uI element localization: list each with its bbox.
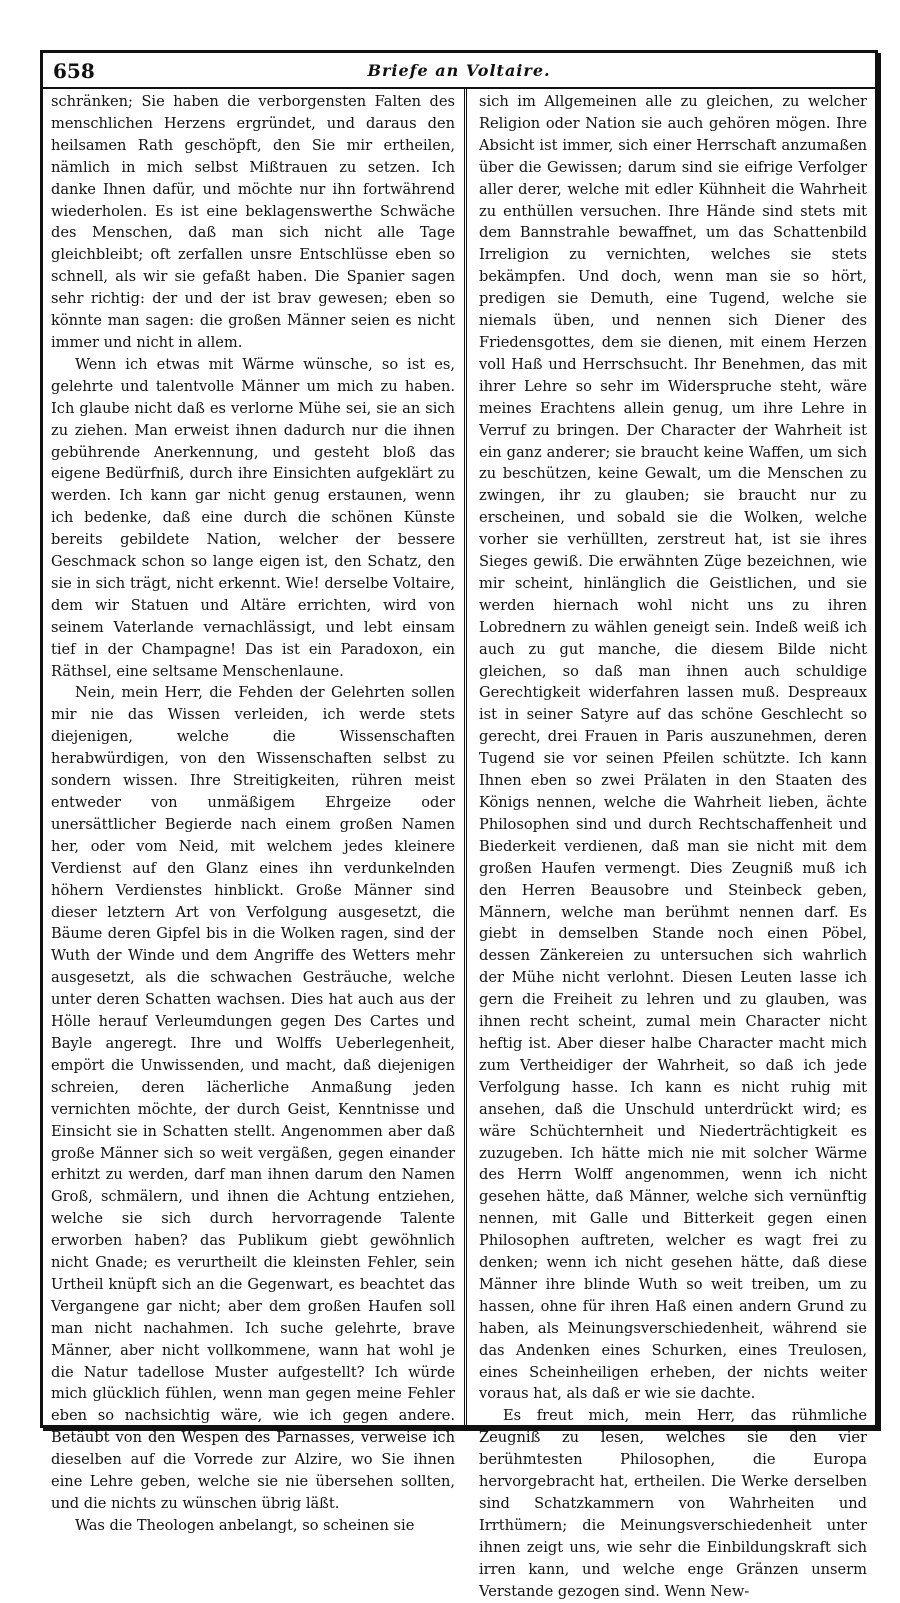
paragraph: Es freut mich, mein Herr, das rühmliche Zeugniß zu lesen, welches sie den vier berühmtesten Philosophen, die Europa hervorgebracht hat, ertheilen. Die Werke derselben sind Schatzkammern von Wahrheiten und Irrthümern; die Meinungsverschiedenheit unter ihnen zeigt uns, wie sehr die Einbildungskraft sich irren kann, und welche enge Gränzen unserm Verstande gezogen sind. Wenn New- [479,1407,867,1600]
right-column [479,91,867,1600]
left-column [51,91,455,1534]
paragraph: sich im Allgemeinen alle zu gleichen, zu welcher Religion oder Nation sie auch gehören mögen. Ihre Absicht ist immer, sich einer Herrschaft anzumaßen über die Gewissen; darum sind sie eifrige Verfolger aller derer, welche mit edler Kühnheit die Wahrheit zu enthüllen versuchen. Ihre Hände sind stets mit dem Bannstrahle bewaffnet, um das Schattenbild Irreligion zu vernichten, welches sie stets bekämpfen. Und doch, wenn man sie so hört, predigen sie Demuth, eine Tugend, welche sie niemals üben, und nennen sich Diener des Friedensgottes, dem sie dienen, mit einem Herzen voll Haß und Herrschsucht. Ihr Benehmen, das mit ihrer Lehre so sehr im Widerspruche steht, wäre meines Erachtens allein genug, um ihre Lehre in Verruf zu bringen. Der Character der Wahrheit ist ein ganz anderer; sie braucht keine Waffen, um sich zu beschützen, keine Gewalt, um die Menschen zu zwingen, ihr zu glauben; sie braucht nur zu erscheinen, und sobald sie die Wolken, welche vorher sie verhüllten, zerstreut hat, ist sie ihres Sieges gewiß. Die erwähnten Züge bezeichnen, wie mir scheint, hinlänglich die Geistlichen, und sie werden hiernach wohl nicht uns zu ihren Lobrednern zu wählen geneigt sein. Indeß weiß ich auch zu gut manche, die diesem Bilde nicht gleichen, so daß man ihnen auch schuldige Gerechtigkeit widerfahren lassen muß. Despreaux ist in seiner Satyre auf das schöne Geschlecht so gerecht, drei Frauen in Paris auszunehmen, deren Tugend sie vor seinen Pfeilen schützte. Ich kann Ihnen eben so zwei Prälaten in den Staaten des Königs nennen, welche die Wahrheit lieben, ächte Philosophen sind und durch Rechtschaffenheit und Biederkeit verdienen, daß man sie nicht mit dem großen Haufen vermengt. Dies Zeugniß muß ich den Herren Beausobre und Steinbeck geben, Männern, welche man berühmt nennen darf. Es giebt in demselben Stande noch einen Pöbel, dessen Zänkereien zu untersuchen sich wahrlich der Mühe nicht verlohnt. Diesen Leuten lasse ich gern die Freiheit zu lehren und zu glauben, was ihnen recht scheint, zumal mein Character nicht heftig ist. Aber dieser halbe Character macht mich zum Vertheidiger der Wahrheit, so daß ich jede Verfolgung hasse. Ich kann es nicht ruhig mit ansehen, daß die Unschuld unterdrückt wird; es wäre Schüchternheit und Niederträchtigkeit es zuzugeben. Ich hätte mich nie mit solcher Wärme des Herrn Wolff angenommen, wenn ich nicht gesehen hätte, daß Männer, welche sich vernünftig nennen, mit Galle und Bitterkeit gegen einen Philosophen auftreten, welcher es wagt frei zu denken; wenn ich nicht gesehen hätte, daß diese Männer ihre blinde Wuth so weit treiben, um zu hassen, ohne für ihren Haß einen andern Grund zu haben, als Meinungsverschiedenheit, während sie das Andenken eines Schurken, eines Treulosen, eines Scheinheiligen erheben, der nichts weiter voraus hat, als daß er wie sie dachte. [479,93,867,1403]
running-title: Briefe an Voltaire. [367,61,551,80]
book-page [40,50,878,1600]
paragraph: Nein, mein Herr, die Fehden der Gelehrten sollen mir nie das Wissen verleiden, ich werde stets diejenigen, welche die Wissenschaften herabwürdigen, von den Wissenschaften selbst zu sondern wissen. Ihre Streitigkeiten, rühren meist entweder von unmäßigem Ehrgeize oder unersättlicher Begierde nach einem großen Namen her, oder vom Neid, mit welchem jedes kleinere Verdienst auf den Glanz eines ihn verdunkelnden höhern Verdienstes hinblickt. Große Männer sind dieser letztern Art von Verfolgung ausgesetzt, die Bäume deren Gipfel bis in die Wolken ragen, sind der Wuth der Winde und dem Angriffe des Wetters mehr ausgesetzt, als die schwachen Gesträuche, welche unter deren Schatten wachsen. Dies hat auch aus der Hölle herauf Verleumdungen gegen Des Cartes und Bayle angeregt. Ihre und Wolffs Ueberlegenheit, empört die Unwissenden, und macht, daß diejenigen schreien, deren lächerliche Anmaßung jeden vernichten möchte, der durch Geist, Kenntnisse und Einsicht sie in Schatten stellt. Angenommen aber daß große Männer sich so weit vergäßen, gegen einander erhitzt zu werden, darf man ihnen darum den Namen Groß, schmälern, und ihnen die Achtung entziehen, welche sie sich durch hervorragende Talente erworben haben? das Publikum giebt gewöhnlich nicht Gnade; es verurtheilt die kleinsten Fehler, sein Urtheil knüpft sich an die Gegenwart, es beachtet das Vergangene gar nicht; aber dem großen Haufen soll man nicht nachahmen. Ich suche gelehrte, brave Männer, aber nicht vollkommene, wann hat wohl je die Natur tadellose Muster aufgestellt? Ich würde mich glücklich fühlen, wenn man gegen meine Fehler eben so nachsichtig wäre, wie ich gegen andere. Betäubt von den Wespen des Parnasses, verweise ich dieselben auf die Vorrede zur Alzire, wo Sie ihnen eine Lehre geben, welche sie nie übersehen sollten, und die nichts zu wünschen übrig läßt. [51,684,455,1512]
page-header [43,53,875,89]
paragraph: Wenn ich etwas mit Wärme wünsche, so ist es, gelehrte und talentvolle Männer um mich zu haben. Ich glaube nicht daß es verlorne Mühe sei, sie an sich zu ziehen. Man erweist ihnen dadurch nur die ihnen gebührende Anerkennung, und gesteht bloß das eigene Bedürfniß, durch ihre Einsichten aufgeklärt zu werden. Ich kann gar nicht genug erstaunen, wenn ich bedenke, daß eine durch die schönen Künste bereits gebildete Nation, welcher der bessere Geschmack schon so lange eigen ist, den Schatz, den sie in sich trägt, nicht erkennt. Wie! derselbe Voltaire, dem wir Statuen und Altäre errichten, wird von seinem Vaterlande vernachlässigt, und lebt einsam tief in der Champagne! Das ist ein Paradoxon, ein Räthsel, eine seltsame Menschenlaune. [51,355,455,680]
paragraph: Was die Theologen anbelangt, so scheinen sie [75,1516,415,1534]
paragraph: schränken; Sie haben die verborgensten Falten des menschlichen Herzens ergründet, und daraus den heilsamen Rath geschöpft, den Sie mir ertheilen, nämlich in mich selbst Mißtrauen zu setzen. Ich danke Ihnen dafür, und möchte nur ihn fortwährend wiederholen. Es ist eine beklagenswerthe Schwäche des Menschen, daß man sich nicht alle Tage gleichbleibt; oft zerfallen unsre Entschlüsse eben so schnell, als wir sie gefaßt haben. Die Spanier sagen sehr richtig: der und der ist brav gewesen; eben so könnte man sagen: die großen Männer seien es nicht immer und nicht in allem. [51,93,455,351]
page-number: 658 [53,59,95,83]
column-divider [464,89,467,1425]
